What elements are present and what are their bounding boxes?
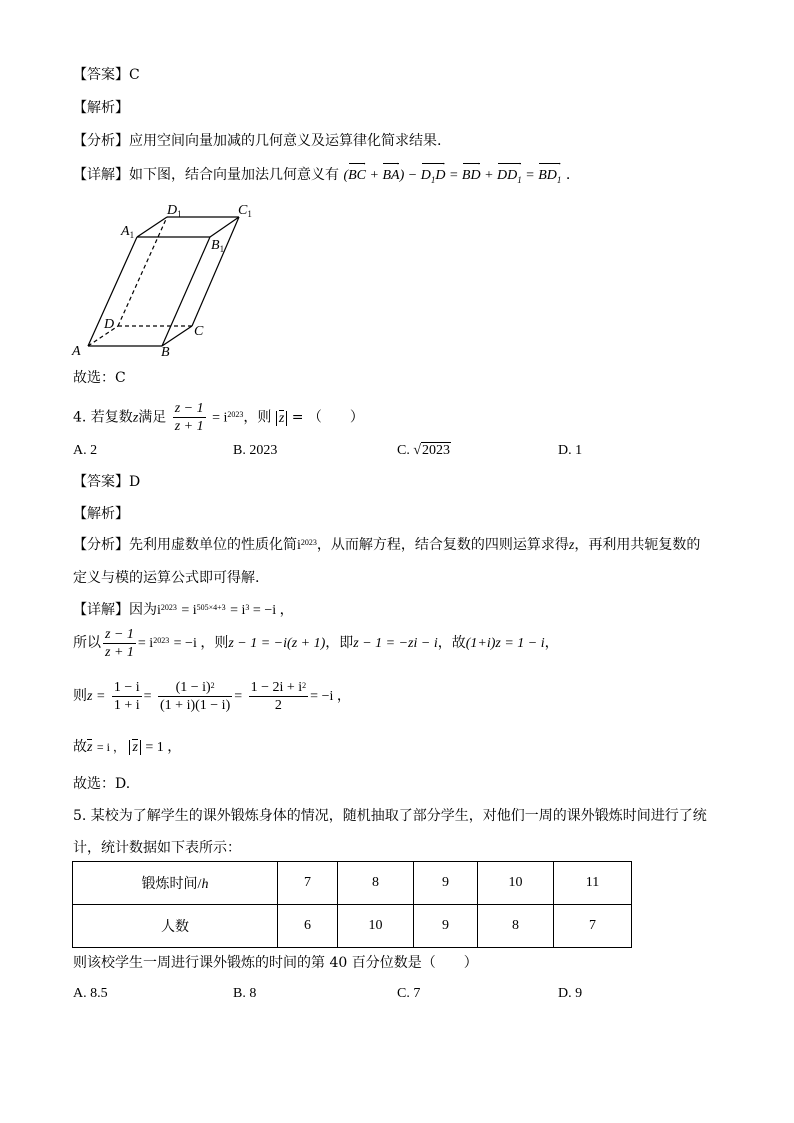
plus-sign-2: + bbox=[484, 168, 494, 183]
vec-bc: BC → bbox=[348, 166, 366, 186]
table-cell: 7 bbox=[554, 905, 632, 948]
table-cell: 6 bbox=[278, 905, 338, 948]
q3-answer: 【答案】C bbox=[73, 67, 140, 83]
q3-choice: 故选：C bbox=[73, 370, 126, 386]
eq-sign-2: = bbox=[525, 168, 535, 183]
sqrt-2023: √2023 bbox=[413, 443, 451, 458]
q3-detail: 【详解】如下图，结合向量加法几何意义有 (BC → + BA →) − $D_1D$ → = BD → + $DD_1$ → = $BD_1$ → . bbox=[73, 165, 570, 190]
table-header-count: 人数 bbox=[73, 905, 278, 948]
label-c: C bbox=[194, 324, 204, 339]
q5-question: 则该校学生一周进行课外锻炼的时间的第 40 百分位数是（ ） bbox=[73, 955, 478, 971]
label-d1: $D_1$ bbox=[167, 203, 182, 219]
q3-detail-tag: 【详解】 bbox=[73, 167, 129, 183]
q4-detail-line2: 所以 $\frac{z - 1}{z + 1}$ = $i^{2023} = -i$ ，则z − 1 = −i(z + 1)，即z − 1 = −zi − i，故(1+i)z = 1 − i， bbox=[73, 626, 559, 660]
vec-ba: BA → bbox=[382, 166, 399, 186]
label-a: A bbox=[72, 344, 81, 359]
q3-detail-text: 如下图，结合向量加法几何意义有 bbox=[129, 167, 339, 183]
q4-option-b: B. 2023 bbox=[233, 443, 278, 458]
q5-data-table bbox=[72, 861, 632, 948]
table-row bbox=[73, 905, 632, 948]
label-b1: $B_1$ bbox=[211, 238, 225, 254]
q4-detail-line1: 【详解】因为$i^{2023} = i^{505\times 4+3} = i^3 = -i$ ， bbox=[73, 602, 294, 618]
label-a1: $A_1$ bbox=[121, 224, 135, 240]
vec-bd: BD → bbox=[462, 166, 481, 186]
table-cell: 8 bbox=[338, 862, 414, 905]
q5-option-c: C. 7 bbox=[397, 986, 421, 1001]
table-cell: 9 bbox=[414, 905, 478, 948]
q4-fenxi-line2: 定义与模的运算公式即可得解. bbox=[73, 570, 260, 586]
q4-detail-line3: 则z = $\frac{1 - i}{1 + i}$ = $\frac{(1 - i)^2}{(1 + i)(1 - i)}$ = $\frac{1 - 2i + i^2}{2}$ = −i ， bbox=[73, 679, 351, 713]
q4-detail-line4: 故z = i ， z = 1 ， bbox=[73, 739, 182, 755]
table-header-time: 锻炼时间/h bbox=[73, 862, 278, 905]
var-z: z bbox=[132, 410, 139, 426]
table-cell: 8 bbox=[478, 905, 554, 948]
table-cell: 10 bbox=[338, 905, 414, 948]
table-row bbox=[73, 862, 632, 905]
q3-fenxi: 【分析】应用空间向量加减的几何意义及运算律化简求结果. bbox=[73, 133, 442, 149]
vec-d1d: $D_1D$ → bbox=[421, 166, 446, 190]
q5-option-d: D. 9 bbox=[558, 986, 583, 1001]
q4-answer: 【答案】D bbox=[73, 474, 141, 490]
minus-sign: − bbox=[407, 168, 418, 183]
q4-fraction: $\frac{z - 1}{z + 1}$ bbox=[174, 401, 204, 434]
table-cell: 9 bbox=[414, 862, 478, 905]
table-cell: 11 bbox=[554, 862, 632, 905]
parallelepiped-figure bbox=[68, 198, 278, 363]
table-cell: 10 bbox=[478, 862, 554, 905]
q5-option-b: B. 8 bbox=[233, 986, 257, 1001]
q5-stem-line1: 5. 某校为了解学生的课外锻炼身体的情况，随机抽取了部分学生，对他们一周的课外锻炼时间进行了统 bbox=[73, 808, 707, 824]
q4-option-d: D. 1 bbox=[558, 443, 583, 458]
vec-bd1: $BD_1$ → bbox=[538, 166, 561, 190]
q3-vector-expression: (BC → + BA →) − $D_1D$ → = BD → + $DD_1$ → = $BD_1$ → bbox=[343, 168, 561, 183]
q4-fenxi: 【分析】先利用虚数单位的性质化简$i^{2023}$，从而解方程，结合复数的四则运算求得z，再利用共轭复数的 bbox=[73, 537, 701, 553]
q5-option-a: A. 8.5 bbox=[73, 986, 108, 1001]
q5-stem-line2: 计，统计数据如下表所示： bbox=[73, 840, 241, 856]
q3-analysis-heading: 【解析】 bbox=[73, 100, 129, 116]
vec-dd1: $DD_1$ → bbox=[497, 166, 522, 190]
q4-choice: 故选：D. bbox=[73, 776, 131, 792]
eq-sign: = bbox=[448, 168, 459, 183]
label-c1: $C_1$ bbox=[238, 203, 252, 219]
abs-z-conjugate: z bbox=[276, 411, 287, 426]
q4-analysis-heading: 【解析】 bbox=[73, 506, 129, 522]
table-cell: 7 bbox=[278, 862, 338, 905]
q4-stem: 4. 若复数z满足 $\frac{z - 1}{z + 1}$ = $i^{2023}$，则 z = （ ） bbox=[73, 401, 364, 434]
q4-option-c: C. √2023 bbox=[397, 441, 451, 461]
plus-sign: + bbox=[369, 168, 379, 183]
q4-option-a: A. 2 bbox=[73, 443, 98, 458]
label-b: B bbox=[161, 345, 170, 360]
label-d: D bbox=[104, 317, 115, 332]
